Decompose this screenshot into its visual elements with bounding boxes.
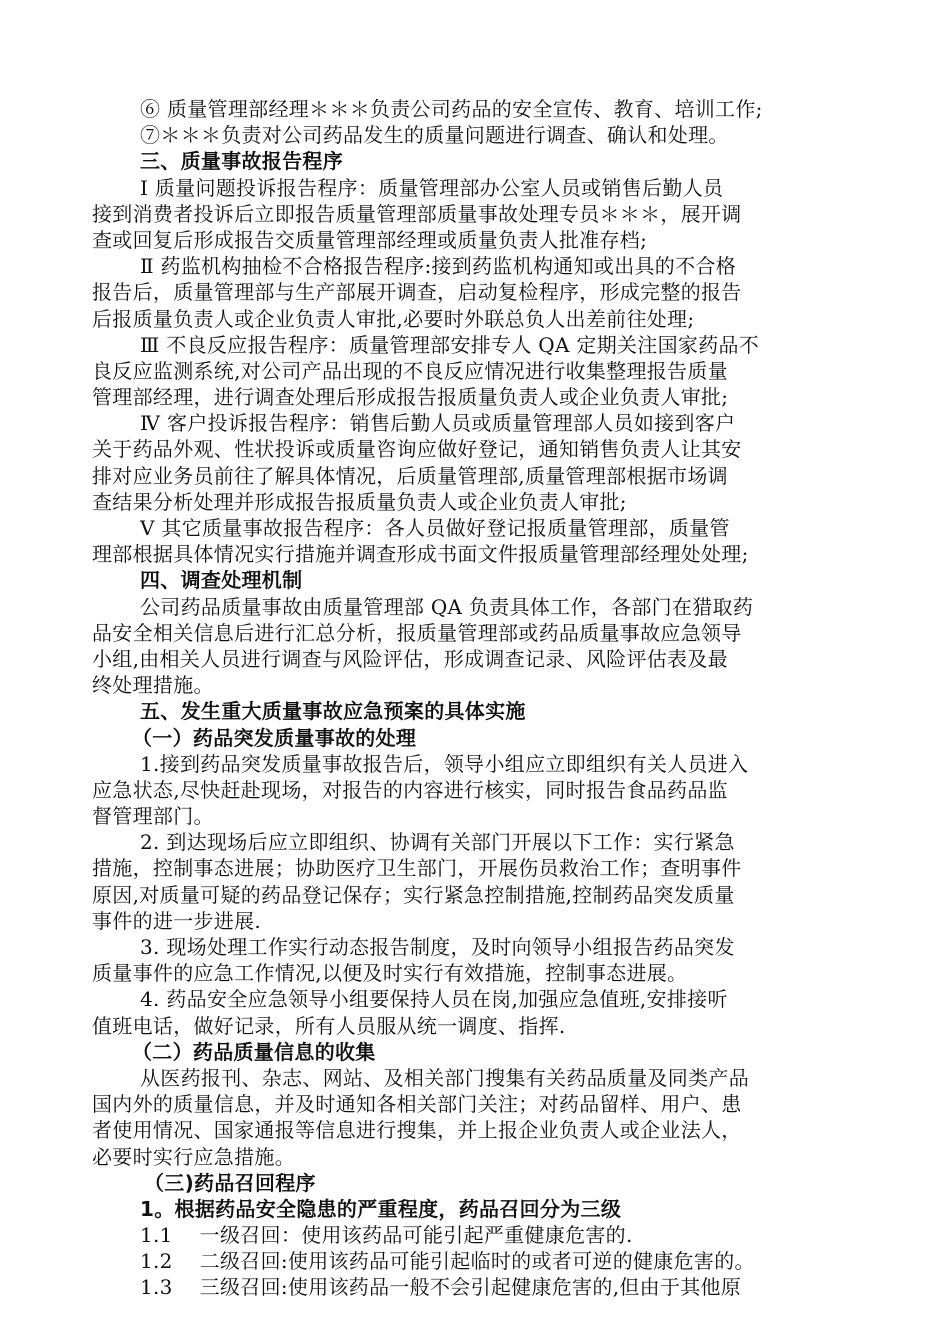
text-line: Ⅴ 其它质量事故报告程序：各人员做好登记报质量管理部，质量管 [140, 516, 730, 540]
text-line: 1.1 一级召回：使用该药品可能引起严重健康危害的. [140, 1223, 633, 1248]
text-line: 关于药品外观、性状投诉或质量咨询应做好登记，通知销售负责人让其安 [92, 437, 742, 462]
text-line: 必要时实行应急措施。 [92, 1144, 295, 1169]
text-line: 原因,对质量可疑的药品登记保存；实行紧急控制措施,控制药品突发质量 [92, 882, 735, 907]
text-line: 3. 现场处理工作实行动态报告制度，及时向领导小组报告药品突发 [140, 935, 735, 959]
text-line: Ⅲ 不良反应报告程序：质量管理部安排专人 QA 定期关注国家药品不 [140, 332, 760, 357]
text-line: 品安全相关信息后进行汇总分析，报质量管理部或药品质量事故应急领导 [92, 620, 742, 645]
text-line: 后报质量负责人或企业负责人审批,必要时外联总负人出差前往处理; [92, 306, 695, 331]
text-line: 督管理部门。 [92, 804, 214, 829]
text-line: 措施，控制事态进展；协助医疗卫生部门，开展伤员救治工作；查明事件 [92, 856, 742, 881]
text-line: 2. 到达现场后应立即组织、协调有关部门开展以下工作：实行紧急 [140, 830, 735, 855]
text-line: 1.2 二级召回:使用该药品可能引起临时的或者可逆的健康危害的。 [140, 1249, 755, 1274]
text-line: ⑥ 质量管理部经理＊＊＊负责公司药品的安全宣传、教育、培训工作; [140, 97, 763, 121]
text-line: 事件的进一步进展. [92, 908, 262, 933]
text-line: 管理部经理，进行调查处理后形成报告报质量负责人或企业负责人审批; [92, 385, 729, 410]
text-line: 从医药报刊、杂志、网站、及相关部门搜集有关药品质量及同类产品 [140, 1065, 749, 1090]
text-line: ⑦＊＊＊负责对公司药品发生的质量问题进行调查、确认和处理。 [140, 123, 729, 148]
text-line: 国内外的质量信息，并及时通知各相关部门关注；对药品留样、用户、患 [92, 1092, 742, 1117]
text-line: 值班电话，做好记录，所有人员服从统一调度、指挥. [92, 1013, 566, 1038]
section-heading: （二）药品质量信息的收集 [132, 1039, 376, 1064]
text-line: 1.3 三级召回:使用该药品一般不会引起健康危害的,但由于其他原 [140, 1275, 742, 1300]
text-line: 公司药品质量事故由质量管理部 QA 负责具体工作，各部门在猎取药 [140, 594, 754, 619]
text-line: 应急状态,尽快赶赴现场，对报告的内容进行核实，同时报告食品药品监 [92, 777, 728, 802]
text-line: 理部根据具体情况实行措施并调查形成书面文件报质量管理部经理处处理; [92, 542, 749, 567]
text-line: 者使用情况、国家通报等信息进行搜集，并上报企业负责人或企业法人， [92, 1118, 742, 1143]
text-line: 4. 药品安全应急领导小组要保持人员在岗,加强应急值班,安排接听 [140, 987, 728, 1012]
section-heading: 三、质量事故报告程序 [140, 149, 343, 174]
text-line: 查或回复后形成报告交质量管理部经理或质量负责人批准存档; [92, 227, 648, 252]
text-line: 接到消费者投诉后立即报告质量管理部质量事故处理专员＊＊＊，展开调 [92, 201, 742, 226]
section-heading: 四、调查处理机制 [140, 568, 303, 593]
text-line: 查结果分析处理并形成报告报质量负责人或企业负责人审批; [92, 489, 627, 514]
text-line: 排对应业务员前往了解具体情况，后质量管理部,质量管理部根据市场调 [92, 463, 728, 488]
text-line: 小组,由相关人员进行调查与风险评估，形成调查记录、风险评估表及最 [92, 646, 728, 671]
text-line: Ⅱ 药监机构抽检不合格报告程序:接到药监机构通知或出具的不合格 [140, 254, 736, 279]
text-line: Ⅳ 客户投诉报告程序：销售后勤人员或质量管理部人员如接到客户 [140, 411, 736, 436]
text-line: 良反应监测系统,对公司产品出现的不良反应情况进行收集整理报告质量 [92, 358, 728, 383]
text-line: 质量事件的应急工作情况,以便及时实行有效措施，控制事态进展。 [92, 961, 688, 986]
text-line: 终处理措施。 [92, 673, 214, 698]
section-heading: 五、发生重大质量事故应急预案的具体实施 [140, 699, 526, 724]
text-line: Ⅰ 质量问题投诉报告程序：质量管理部办公室人员或销售后勤人员 [140, 175, 724, 200]
section-heading: （三)药品召回程序 [144, 1170, 316, 1195]
text-line: 报告后，质量管理部与生产部展开调查，启动复检程序，形成完整的报告 [92, 280, 742, 305]
section-heading: （一）药品突发质量事故的处理 [132, 725, 417, 750]
text-line: 1.接到药品突发质量事故报告后，领导小组应立即组织有关人员进入 [140, 751, 749, 776]
section-heading: 1。根据药品安全隐患的严重程度，药品召回分为三级 [140, 1196, 622, 1221]
